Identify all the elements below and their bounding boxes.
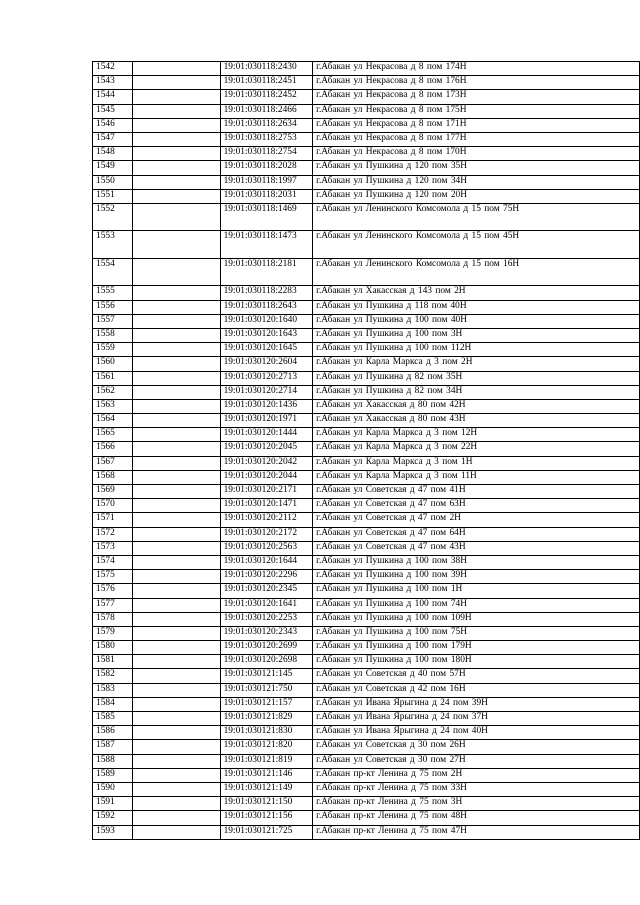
- cadastral-number-cell: 19:01:030118:2452: [220, 90, 313, 104]
- row-number-cell: 1554: [93, 258, 133, 286]
- cadastral-number-cell: 19:01:030121:156: [220, 811, 313, 825]
- table-row: [93, 414, 640, 428]
- address-cell: г.Абакан ул Карла Маркса д 3 пом 11Н: [313, 470, 640, 484]
- row-number-cell: 1552: [93, 203, 133, 231]
- cadastral-number-cell: 19:01:030120:2714: [220, 385, 313, 399]
- empty-cell: [132, 300, 220, 314]
- address-cell: г.Абакан ул Пушкина д 82 пом 35Н: [313, 371, 640, 385]
- cadastral-number-cell: 19:01:030120:2296: [220, 570, 313, 584]
- empty-cell: [132, 456, 220, 470]
- table-row: [93, 612, 640, 626]
- table-row: [93, 655, 640, 669]
- address-cell: г.Абакан ул Ленинского Комсомола д 15 пом 45Н: [313, 231, 640, 259]
- cadastral-number-cell: 19:01:030121:157: [220, 697, 313, 711]
- address-cell: г.Абакан ул Пушкина д 100 пом 109Н: [313, 612, 640, 626]
- cadastral-number-cell: 19:01:030120:2713: [220, 371, 313, 385]
- row-number-cell: 1555: [93, 286, 133, 300]
- cadastral-number-cell: 19:01:030120:2044: [220, 470, 313, 484]
- table-row: [93, 626, 640, 640]
- table-row: [93, 584, 640, 598]
- address-cell: г.Абакан ул Пушкина д 100 пом 1Н: [313, 584, 640, 598]
- address-cell: г.Абакан пр-кт Ленина д 75 пом 3Н: [313, 797, 640, 811]
- address-cell: г.Абакан ул Советская д 47 пом 63Н: [313, 499, 640, 513]
- table-row: [93, 513, 640, 527]
- empty-cell: [132, 428, 220, 442]
- cadastral-number-cell: 19:01:030118:2754: [220, 147, 313, 161]
- empty-cell: [132, 161, 220, 175]
- empty-cell: [132, 175, 220, 189]
- empty-cell: [132, 726, 220, 740]
- address-cell: г.Абакан ул Некрасова д 8 пом 173Н: [313, 90, 640, 104]
- address-cell: г.Абакан ул Карла Маркса д 3 пом 12Н: [313, 428, 640, 442]
- table-row: [93, 726, 640, 740]
- empty-cell: [132, 314, 220, 328]
- address-cell: г.Абакан ул Ивана Ярыгина д 24 пом 37Н: [313, 712, 640, 726]
- cadastral-number-cell: 19:01:030120:1444: [220, 428, 313, 442]
- cadastral-number-cell: 19:01:030121:829: [220, 712, 313, 726]
- row-number-cell: 1558: [93, 328, 133, 342]
- table-row: [93, 527, 640, 541]
- empty-cell: [132, 825, 220, 839]
- row-number-cell: 1571: [93, 513, 133, 527]
- cadastral-number-cell: 19:01:030120:2171: [220, 485, 313, 499]
- empty-cell: [132, 399, 220, 413]
- address-cell: г.Абакан ул Хакасская д 143 пом 2Н: [313, 286, 640, 300]
- empty-cell: [132, 203, 220, 231]
- address-cell: г.Абакан ул Ивана Ярыгина д 24 пом 40Н: [313, 726, 640, 740]
- empty-cell: [132, 258, 220, 286]
- table-row: [93, 598, 640, 612]
- address-cell: г.Абакан ул Карла Маркса д 3 пом 22Н: [313, 442, 640, 456]
- row-number-cell: 1568: [93, 470, 133, 484]
- row-number-cell: 1543: [93, 76, 133, 90]
- row-number-cell: 1572: [93, 527, 133, 541]
- cadastral-number-cell: 19:01:030121:725: [220, 825, 313, 839]
- row-number-cell: 1547: [93, 132, 133, 146]
- address-cell: г.Абакан ул Советская д 47 пом 43Н: [313, 541, 640, 555]
- row-number-cell: 1590: [93, 782, 133, 796]
- cadastral-number-cell: 19:01:030120:1643: [220, 328, 313, 342]
- row-number-cell: 1584: [93, 697, 133, 711]
- cadastral-number-cell: 19:01:030120:1641: [220, 598, 313, 612]
- address-cell: г.Абакан ул Некрасова д 8 пом 177Н: [313, 132, 640, 146]
- table-row: [93, 175, 640, 189]
- row-number-cell: 1548: [93, 147, 133, 161]
- empty-cell: [132, 499, 220, 513]
- empty-cell: [132, 811, 220, 825]
- empty-cell: [132, 669, 220, 683]
- empty-cell: [132, 343, 220, 357]
- address-cell: г.Абакан ул Советская д 30 пом 26Н: [313, 740, 640, 754]
- table-row: [93, 300, 640, 314]
- table-row: [93, 132, 640, 146]
- address-cell: г.Абакан пр-кт Ленина д 75 пом 47Н: [313, 825, 640, 839]
- address-cell: г.Абакан ул Хакасская д 80 пом 43Н: [313, 414, 640, 428]
- address-cell: г.Абакан ул Некрасова д 8 пом 174Н: [313, 62, 640, 76]
- empty-cell: [132, 442, 220, 456]
- row-number-cell: 1562: [93, 385, 133, 399]
- empty-cell: [132, 712, 220, 726]
- table-row: [93, 669, 640, 683]
- row-number-cell: 1582: [93, 669, 133, 683]
- row-number-cell: 1578: [93, 612, 133, 626]
- empty-cell: [132, 470, 220, 484]
- row-number-cell: 1573: [93, 541, 133, 555]
- cadastral-number-cell: 19:01:030118:2181: [220, 258, 313, 286]
- row-number-cell: 1587: [93, 740, 133, 754]
- address-cell: г.Абакан ул Некрасова д 8 пом 176Н: [313, 76, 640, 90]
- cadastral-number-cell: 19:01:030121:149: [220, 782, 313, 796]
- empty-cell: [132, 570, 220, 584]
- table-row: [93, 740, 640, 754]
- cadastral-number-cell: 19:01:030118:1473: [220, 231, 313, 259]
- cadastral-number-cell: 19:01:030120:2253: [220, 612, 313, 626]
- table-row: [93, 314, 640, 328]
- table-row: [93, 258, 640, 286]
- table-row: [93, 485, 640, 499]
- cadastral-number-cell: 19:01:030120:2172: [220, 527, 313, 541]
- row-number-cell: 1542: [93, 62, 133, 76]
- table-row: [93, 343, 640, 357]
- empty-cell: [132, 371, 220, 385]
- empty-cell: [132, 683, 220, 697]
- address-cell: г.Абакан ул Ленинского Комсомола д 15 пом 16Н: [313, 258, 640, 286]
- address-cell: г.Абакан ул Пушкина д 100 пом 39Н: [313, 570, 640, 584]
- address-cell: г.Абакан ул Некрасова д 8 пом 171Н: [313, 118, 640, 132]
- row-number-cell: 1560: [93, 357, 133, 371]
- empty-cell: [132, 90, 220, 104]
- table-row: [93, 62, 640, 76]
- empty-cell: [132, 147, 220, 161]
- row-number-cell: 1561: [93, 371, 133, 385]
- cadastral-number-cell: 19:01:030120:2042: [220, 456, 313, 470]
- empty-cell: [132, 118, 220, 132]
- cadastral-number-cell: 19:01:030121:150: [220, 797, 313, 811]
- address-cell: г.Абакан ул Пушкина д 100 пом 75Н: [313, 626, 640, 640]
- cadastral-number-cell: 19:01:030120:2699: [220, 641, 313, 655]
- empty-cell: [132, 655, 220, 669]
- row-number-cell: 1551: [93, 189, 133, 203]
- address-cell: г.Абакан ул Пушкина д 120 пом 20Н: [313, 189, 640, 203]
- cadastral-number-cell: 19:01:030120:1644: [220, 555, 313, 569]
- table-row: [93, 428, 640, 442]
- cadastral-number-cell: 19:01:030120:2698: [220, 655, 313, 669]
- row-number-cell: 1565: [93, 428, 133, 442]
- empty-cell: [132, 385, 220, 399]
- address-cell: г.Абакан ул Пушкина д 82 пом 34Н: [313, 385, 640, 399]
- cadastral-number-cell: 19:01:030121:819: [220, 754, 313, 768]
- table-row: [93, 499, 640, 513]
- row-number-cell: 1566: [93, 442, 133, 456]
- address-cell: г.Абакан пр-кт Ленина д 75 пом 33Н: [313, 782, 640, 796]
- address-cell: г.Абакан ул Советская д 47 пом 2Н: [313, 513, 640, 527]
- table-row: [93, 442, 640, 456]
- table-row: [93, 399, 640, 413]
- empty-cell: [132, 328, 220, 342]
- cadastral-number-cell: 19:01:030121:146: [220, 768, 313, 782]
- row-number-cell: 1579: [93, 626, 133, 640]
- address-cell: г.Абакан ул Пушкина д 120 пом 35Н: [313, 161, 640, 175]
- row-number-cell: 1553: [93, 231, 133, 259]
- address-cell: г.Абакан ул Пушкина д 118 пом 40Н: [313, 300, 640, 314]
- row-number-cell: 1557: [93, 314, 133, 328]
- address-cell: г.Абакан ул Некрасова д 8 пом 170Н: [313, 147, 640, 161]
- row-number-cell: 1588: [93, 754, 133, 768]
- table-row: [93, 104, 640, 118]
- table-row: [93, 712, 640, 726]
- property-registry-table: [92, 61, 640, 840]
- cadastral-number-cell: 19:01:030118:1469: [220, 203, 313, 231]
- empty-cell: [132, 555, 220, 569]
- table-row: [93, 782, 640, 796]
- cadastral-number-cell: 19:01:030121:145: [220, 669, 313, 683]
- empty-cell: [132, 231, 220, 259]
- row-number-cell: 1592: [93, 811, 133, 825]
- empty-cell: [132, 797, 220, 811]
- registry-table-body: [93, 62, 640, 840]
- table-row: [93, 328, 640, 342]
- table-row: [93, 570, 640, 584]
- empty-cell: [132, 641, 220, 655]
- table-row: [93, 90, 640, 104]
- table-row: [93, 768, 640, 782]
- cadastral-number-cell: 19:01:030120:2604: [220, 357, 313, 371]
- row-number-cell: 1576: [93, 584, 133, 598]
- cadastral-number-cell: 19:01:030120:2045: [220, 442, 313, 456]
- cadastral-number-cell: 19:01:030118:2643: [220, 300, 313, 314]
- address-cell: г.Абакан ул Пушкина д 100 пом 180Н: [313, 655, 640, 669]
- cadastral-number-cell: 19:01:030121:830: [220, 726, 313, 740]
- address-cell: г.Абакан ул Пушкина д 100 пом 74Н: [313, 598, 640, 612]
- cadastral-number-cell: 19:01:030121:820: [220, 740, 313, 754]
- row-number-cell: 1583: [93, 683, 133, 697]
- empty-cell: [132, 612, 220, 626]
- table-row: [93, 371, 640, 385]
- row-number-cell: 1564: [93, 414, 133, 428]
- empty-cell: [132, 286, 220, 300]
- address-cell: г.Абакан ул Пушкина д 100 пом 112Н: [313, 343, 640, 357]
- cadastral-number-cell: 19:01:030120:1971: [220, 414, 313, 428]
- cadastral-number-cell: 19:01:030118:1997: [220, 175, 313, 189]
- address-cell: г.Абакан ул Советская д 47 пом 64Н: [313, 527, 640, 541]
- empty-cell: [132, 527, 220, 541]
- row-number-cell: 1591: [93, 797, 133, 811]
- empty-cell: [132, 768, 220, 782]
- address-cell: г.Абакан ул Советская д 40 пом 57Н: [313, 669, 640, 683]
- address-cell: г.Абакан ул Советская д 42 пом 16Н: [313, 683, 640, 697]
- address-cell: г.Абакан ул Советская д 47 пом 41Н: [313, 485, 640, 499]
- table-row: [93, 231, 640, 259]
- table-row: [93, 541, 640, 555]
- address-cell: г.Абакан ул Карла Маркса д 3 пом 1Н: [313, 456, 640, 470]
- cadastral-number-cell: 19:01:030120:1471: [220, 499, 313, 513]
- address-cell: г.Абакан ул Некрасова д 8 пом 175Н: [313, 104, 640, 118]
- table-row: [93, 470, 640, 484]
- cadastral-number-cell: 19:01:030120:2563: [220, 541, 313, 555]
- table-row: [93, 76, 640, 90]
- cadastral-number-cell: 19:01:030120:2345: [220, 584, 313, 598]
- cadastral-number-cell: 19:01:030118:2451: [220, 76, 313, 90]
- table-row: [93, 811, 640, 825]
- address-cell: г.Абакан пр-кт Ленина д 75 пом 48Н: [313, 811, 640, 825]
- cadastral-number-cell: 19:01:030118:2028: [220, 161, 313, 175]
- row-number-cell: 1574: [93, 555, 133, 569]
- cadastral-number-cell: 19:01:030118:2634: [220, 118, 313, 132]
- row-number-cell: 1550: [93, 175, 133, 189]
- empty-cell: [132, 697, 220, 711]
- table-row: [93, 161, 640, 175]
- cadastral-number-cell: 19:01:030118:2430: [220, 62, 313, 76]
- row-number-cell: 1567: [93, 456, 133, 470]
- table-row: [93, 147, 640, 161]
- table-row: [93, 683, 640, 697]
- row-number-cell: 1570: [93, 499, 133, 513]
- empty-cell: [132, 76, 220, 90]
- address-cell: г.Абакан ул Пушкина д 100 пом 3Н: [313, 328, 640, 342]
- empty-cell: [132, 357, 220, 371]
- row-number-cell: 1544: [93, 90, 133, 104]
- address-cell: г.Абакан ул Пушкина д 100 пом 179Н: [313, 641, 640, 655]
- row-number-cell: 1569: [93, 485, 133, 499]
- table-row: [93, 357, 640, 371]
- cadastral-number-cell: 19:01:030120:2343: [220, 626, 313, 640]
- row-number-cell: 1559: [93, 343, 133, 357]
- table-row: [93, 641, 640, 655]
- table-row: [93, 286, 640, 300]
- cadastral-number-cell: 19:01:030118:2753: [220, 132, 313, 146]
- empty-cell: [132, 189, 220, 203]
- address-cell: г.Абакан ул Ленинского Комсомола д 15 пом 75Н: [313, 203, 640, 231]
- row-number-cell: 1549: [93, 161, 133, 175]
- row-number-cell: 1545: [93, 104, 133, 118]
- table-row: [93, 189, 640, 203]
- cadastral-number-cell: 19:01:030120:1640: [220, 314, 313, 328]
- address-cell: г.Абакан ул Советская д 30 пом 27Н: [313, 754, 640, 768]
- table-row: [93, 456, 640, 470]
- cadastral-number-cell: 19:01:030120:1645: [220, 343, 313, 357]
- empty-cell: [132, 782, 220, 796]
- table-row: [93, 555, 640, 569]
- address-cell: г.Абакан пр-кт Ленина д 75 пом 2Н: [313, 768, 640, 782]
- table-row: [93, 754, 640, 768]
- empty-cell: [132, 62, 220, 76]
- cadastral-number-cell: 19:01:030120:2112: [220, 513, 313, 527]
- cadastral-number-cell: 19:01:030118:2466: [220, 104, 313, 118]
- empty-cell: [132, 132, 220, 146]
- row-number-cell: 1556: [93, 300, 133, 314]
- empty-cell: [132, 584, 220, 598]
- cadastral-number-cell: 19:01:030118:2283: [220, 286, 313, 300]
- address-cell: г.Абакан ул Хакасская д 80 пом 42Н: [313, 399, 640, 413]
- empty-cell: [132, 541, 220, 555]
- row-number-cell: 1593: [93, 825, 133, 839]
- empty-cell: [132, 626, 220, 640]
- cadastral-number-cell: 19:01:030120:1436: [220, 399, 313, 413]
- row-number-cell: 1585: [93, 712, 133, 726]
- cadastral-number-cell: 19:01:030118:2031: [220, 189, 313, 203]
- row-number-cell: 1589: [93, 768, 133, 782]
- empty-cell: [132, 414, 220, 428]
- row-number-cell: 1581: [93, 655, 133, 669]
- row-number-cell: 1546: [93, 118, 133, 132]
- table-row: [93, 118, 640, 132]
- row-number-cell: 1575: [93, 570, 133, 584]
- row-number-cell: 1586: [93, 726, 133, 740]
- empty-cell: [132, 598, 220, 612]
- row-number-cell: 1580: [93, 641, 133, 655]
- empty-cell: [132, 485, 220, 499]
- empty-cell: [132, 754, 220, 768]
- empty-cell: [132, 740, 220, 754]
- table-row: [93, 203, 640, 231]
- table-row: [93, 697, 640, 711]
- address-cell: г.Абакан ул Карла Маркса д 3 пом 2Н: [313, 357, 640, 371]
- empty-cell: [132, 104, 220, 118]
- address-cell: г.Абакан ул Пушкина д 100 пом 38Н: [313, 555, 640, 569]
- table-row: [93, 797, 640, 811]
- table-row: [93, 385, 640, 399]
- row-number-cell: 1577: [93, 598, 133, 612]
- empty-cell: [132, 513, 220, 527]
- table-row: [93, 825, 640, 839]
- address-cell: г.Абакан ул Пушкина д 100 пом 40Н: [313, 314, 640, 328]
- row-number-cell: 1563: [93, 399, 133, 413]
- cadastral-number-cell: 19:01:030121:750: [220, 683, 313, 697]
- address-cell: г.Абакан ул Пушкина д 120 пом 34Н: [313, 175, 640, 189]
- address-cell: г.Абакан ул Ивана Ярыгина д 24 пом 39Н: [313, 697, 640, 711]
